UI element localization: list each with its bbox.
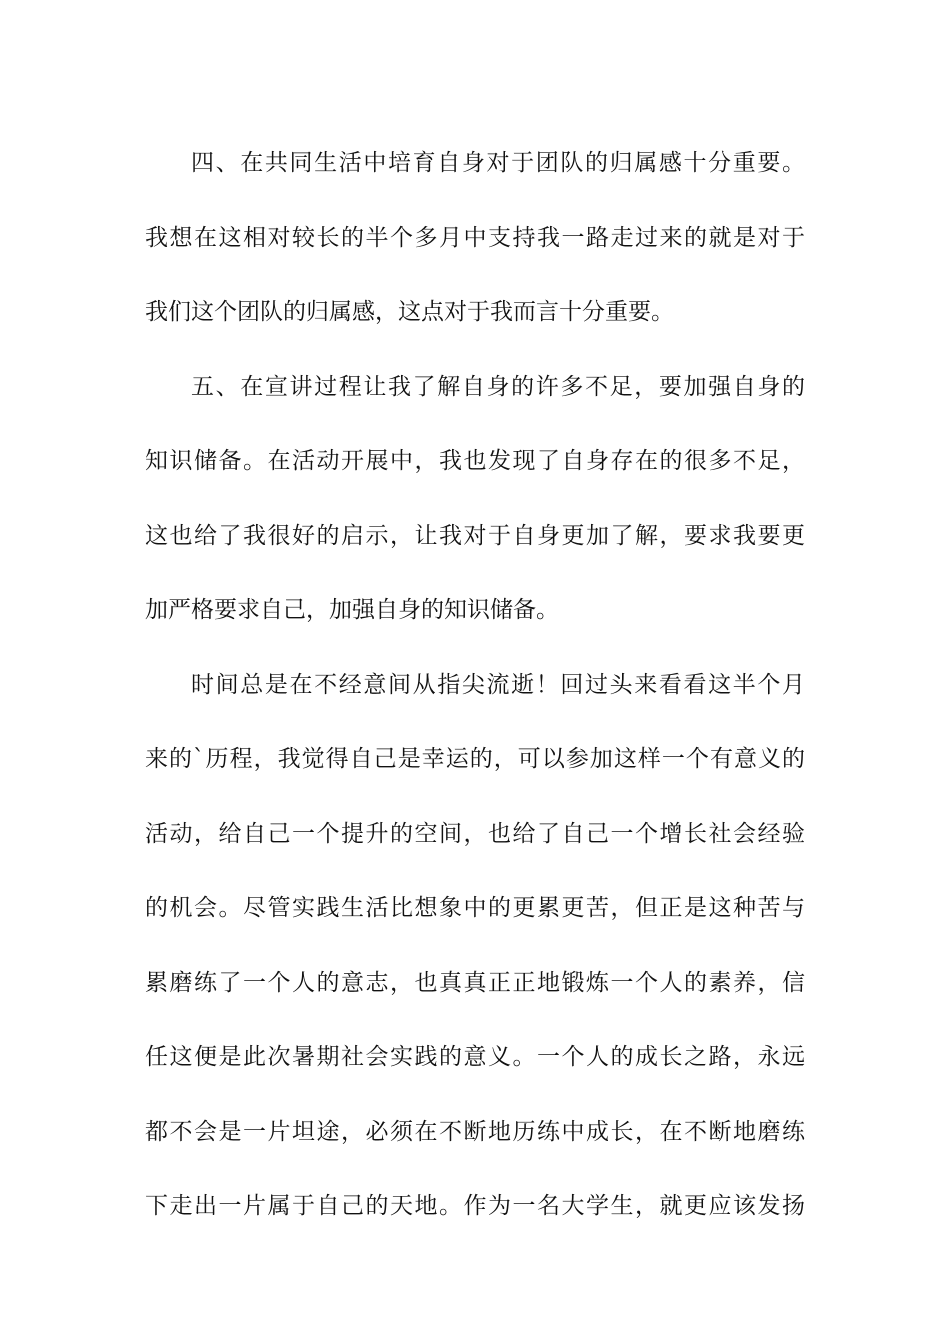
paragraph-reflection <box>145 648 805 1244</box>
text-line: 知识储备。在活动开展中，我也发现了自身存在的很多不足， <box>145 448 805 474</box>
body-text <box>145 126 805 1244</box>
text-line: 这也给了我很好的启示，让我对于自身更加了解，要求我要更 <box>145 522 805 549</box>
text-line: 五、在宣讲过程让我了解自身的许多不足，要加强自身的 <box>191 373 805 400</box>
text-line: 任这便是此次暑期社会实践的意义。一个人的成长之路，永远 <box>145 1044 805 1070</box>
paragraph-4-team-belonging <box>145 126 805 350</box>
text-line: 来的`历程，我觉得自己是幸运的，可以参加这样一个有意义的 <box>145 746 805 772</box>
text-line: 加严格要求自己，加强自身的知识储备。 <box>145 597 559 623</box>
text-line: 的机会。尽管实践生活比想象中的更累更苦，但正是这种苦与 <box>145 895 805 921</box>
paragraph-5-knowledge <box>145 350 805 648</box>
text-line: 我们这个团队的归属感，这点对于我而言十分重要。 <box>145 299 674 325</box>
text-line: 下走出一片属于自己的天地。作为一名大学生，就更应该发扬 <box>145 1193 805 1219</box>
text-line: 四、在共同生活中培育自身对于团队的归属感十分重要。 <box>191 150 805 176</box>
text-line: 都不会是一片坦途，必须在不断地历练中成长，在不断地磨练 <box>145 1118 805 1145</box>
text-line: 累磨练了一个人的意志，也真真正正地锻炼一个人的素养，信 <box>145 969 805 996</box>
text-line: 活动，给自己一个提升的空间，也给了自己一个增长社会经验 <box>145 820 805 847</box>
text-line: 我想在这相对较长的半个多月中支持我一路走过来的就是对于 <box>145 224 805 251</box>
text-line: 时间总是在不经意间从指尖流逝！回过头来看看这半个月 <box>191 671 805 698</box>
